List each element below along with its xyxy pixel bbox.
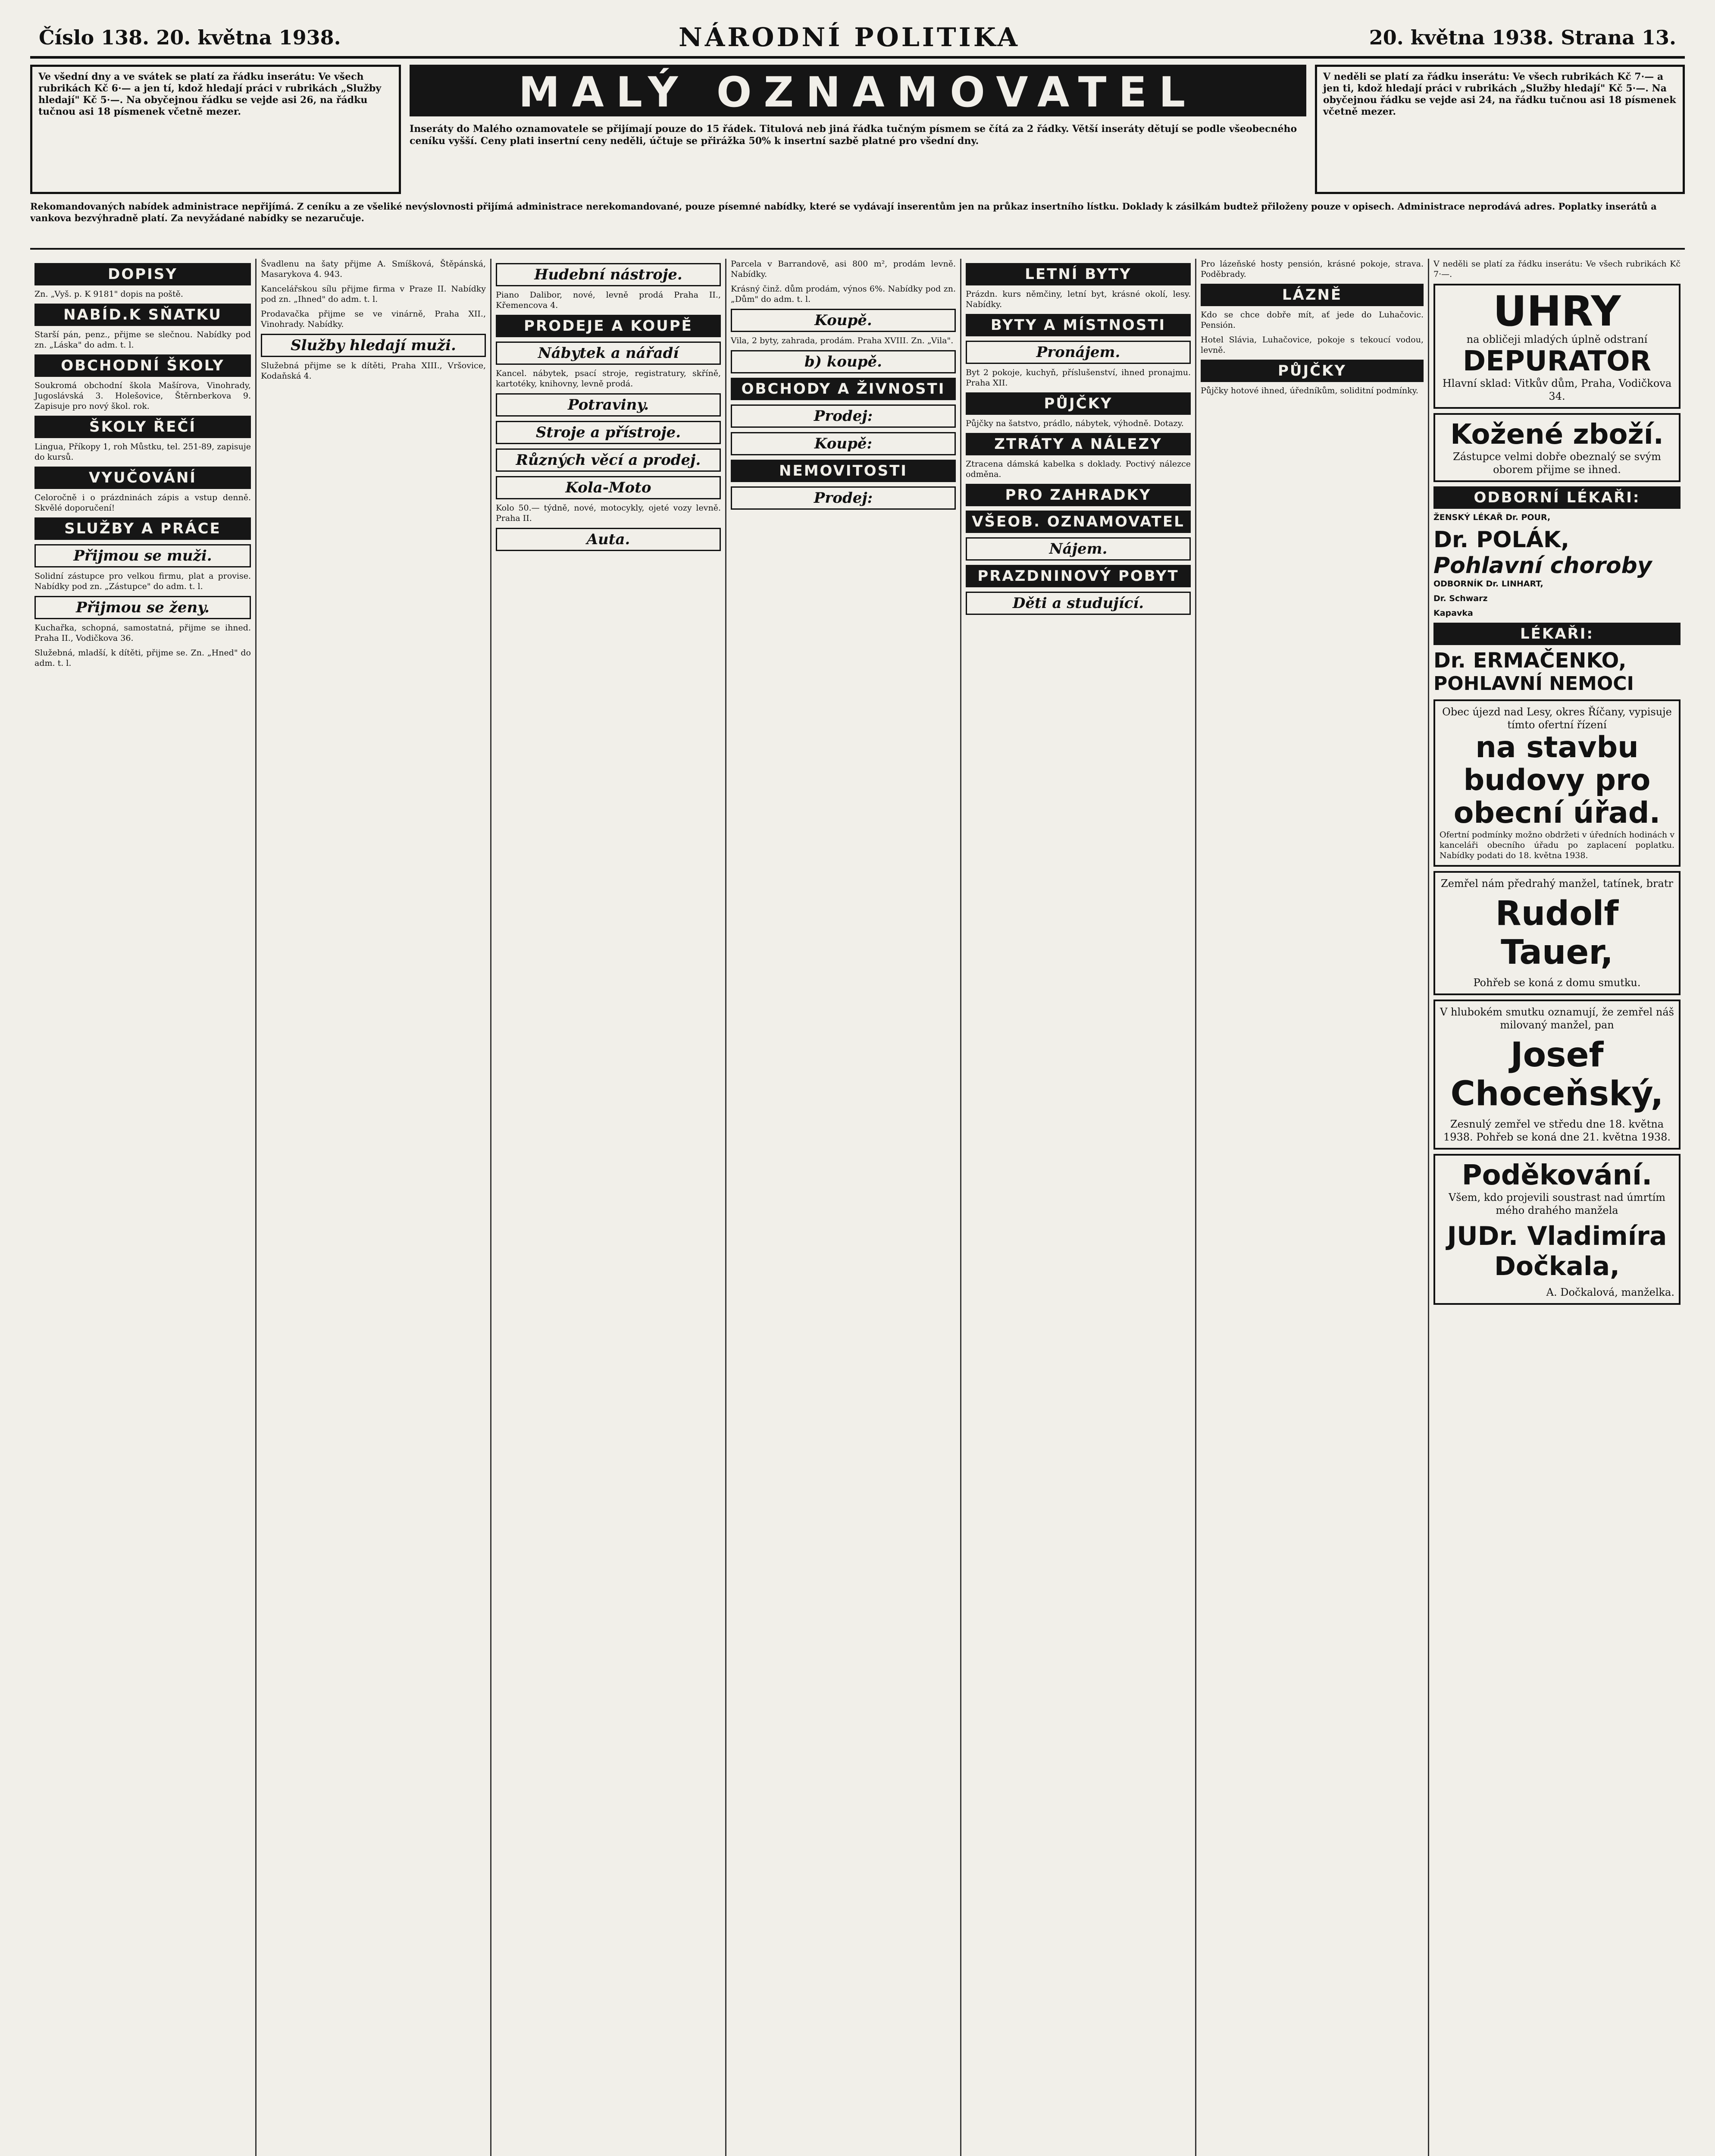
subsection-heading: Prodej:: [731, 486, 956, 510]
tender-title: na stavbu budovy pro obecní úřad.: [1453, 730, 1661, 830]
doctor-name: Dr. POLÁK,: [1433, 527, 1569, 553]
tender-ad: [1433, 699, 1681, 867]
classified-ad: Hotel Slávia, Luhačovice, pokoje s tekoucí vodou, levně.: [1201, 335, 1424, 355]
classified-ad: Služebná přijme se k dítěti, Praha XIII., Vršovice, Kodaňská 4.: [261, 361, 486, 381]
depurator-title: DEPURATOR: [1463, 345, 1651, 377]
page-number: 20. května 1938. Strana 13.: [1369, 26, 1676, 49]
classified-ad: Prázdn. kurs němčiny, letní byt, krásné okolí, lesy. Nabídky.: [966, 289, 1191, 309]
section-heading: LÉKAŘI:: [1433, 623, 1681, 645]
section-heading: PRAZDNINOVÝ POBYT: [966, 565, 1191, 587]
thanks-intro: Všem, kdo projevili soustrast nad úmrtím mého drahého manžela: [1448, 1191, 1666, 1216]
classified-ad: Kancel. nábytek, psací stroje, registratury, skříně, kartotéky, knihovny, levně prodá.: [496, 369, 721, 389]
section-heading: LÁZNĚ: [1201, 284, 1424, 306]
subsection-heading: Přijmou se ženy.: [34, 596, 251, 619]
tender-intro: Obec újezd nad Lesy, okres Říčany, vypisuje tímto ofertní řízení: [1442, 706, 1672, 731]
classified-ad: Byt 2 pokoje, kuchyň, příslušenství, ihned pronajmu. Praha XII.: [966, 368, 1191, 388]
section-heading: PŮJČKY: [966, 392, 1191, 415]
section-heading: OBCHODY A ŽIVNOSTI: [731, 378, 956, 400]
admin-notice: Rekomandovaných nabídek administrace nepřijímá. Z ceníku a ze všeliké nevýslovnosti přijímá administrace nerekomandované, pouze písemné nabídky, které se vydávají inserentům jen na průkaz insertního lístku. Doklady k zásilkám budtež přiloženy pouze v opisech. Administrace neprodává adres. Poplatky inserátů a vankova bezvýhradně platí. Za nevyžádané nabídky se nezaručuje.: [30, 201, 1685, 250]
section-heading: LETNÍ BYTY: [966, 263, 1191, 285]
classified-ad: Švadlenu na šaty přijme A. Smíšková, Štěpánská, Masarykova 4. 943.: [261, 259, 486, 279]
obituary-chocensky: [1433, 1000, 1681, 1150]
classified-ad: Lingua, Příkopy 1, roh Můstku, tel. 251-89, zapisuje do kursů.: [34, 442, 251, 462]
section-heading: ODBORNÍ LÉKAŘI:: [1433, 486, 1681, 509]
disease-title: POHLAVNÍ NEMOCI: [1433, 673, 1634, 695]
classified-ad: Celoročně i o prázdninách zápis a vstup denně. Skvělé doporučení!: [34, 493, 251, 513]
classified-ad: Prodavačka přijme se ve vinárně, Praha XII., Vinohrady. Nabídky.: [261, 309, 486, 329]
classified-ad: Kuchařka, schopná, samostatná, přijme se ihned. Praha II., Vodičkova 36.: [34, 623, 251, 643]
classified-ad: Kdo se chce dobře mít, ať jede do Luhačovic. Pensión.: [1201, 310, 1424, 330]
banner-title: MALÝ OZNAMOVATEL: [518, 68, 1198, 116]
subsection-heading: Nájem.: [966, 537, 1191, 561]
classified-ad: Kolo 50.— týdně, nové, motocykly, ojeté vozy levně. Praha II.: [496, 503, 721, 523]
subsection-heading: Potraviny.: [496, 393, 721, 417]
doctor-ad: [1433, 579, 1681, 589]
obituary-text: Zesnulý zemřel ve středu dne 18. května 1938. Pohřeb se koná dne 21. května 1938.: [1443, 1118, 1671, 1143]
classified-ad: Soukromá obchodní škola Mašírova, Vinohrady, Jugoslávská 3. Holešovice, Štěrnberkova 9. Zapisuje pro nový škol. rok.: [34, 381, 251, 411]
section-heading: SLUŽBY A PRÁCE: [34, 517, 251, 540]
classified-ad: Vila, 2 byty, zahrada, prodám. Praha XVIII. Zn. „Vila".: [731, 336, 954, 345]
subsection-heading: Koupě:: [731, 432, 956, 455]
classified-ad: Kancelářskou sílu přijme firma v Praze II. Nabídky pod zn. „Ihned" do adm. t. l.: [261, 284, 486, 304]
column-5: [961, 259, 1196, 2156]
doctor-ad: [1433, 512, 1681, 523]
classified-ad: Půjčky hotové ihned, úředníkům, soliditní podmínky.: [1201, 386, 1418, 395]
subsection-heading: Auta.: [496, 528, 721, 551]
classified-ad: V neděli se platí za řádku inserátu: Ve všech rubrikách Kč 7·—.: [1433, 259, 1681, 279]
section-heading: VYUČOVÁNÍ: [34, 467, 251, 489]
subsection-heading: Koupě.: [731, 309, 956, 332]
thanks-title: Poděkování.: [1462, 1159, 1652, 1191]
tender-text: Ofertní podmínky možno obdržeti v úředních hodinách v kanceláři obecního úřadu po zaplacení poplatku. Nabídky podati do 18. května 1938.: [1440, 830, 1674, 860]
disease-title: Pohlavní choroby: [1433, 553, 1652, 579]
rates-weekday-box: Ve všední dny a ve svátek se platí za řádku inserátu: Ve všech rubrikách Kč 6·— a jen tí, kdož hledají práci v rubrikách „Služby hledají" Kč 5·—. Na obyčejnou řádku se vejde asi 26, na řádku tučnou asi 18 písmenek včetně mezer.: [30, 65, 401, 194]
classified-ad: Zn. „Vyš. p. K 9181" dopis na poště.: [34, 289, 183, 299]
classified-ad: Ztracena dámská kabelka s doklady. Poctivý nálezce odměna.: [966, 459, 1191, 479]
kozene-title: Kožené zboží.: [1450, 419, 1664, 451]
column-4: [726, 259, 961, 2156]
section-heading: OBCHODNÍ ŠKOLY: [34, 354, 251, 377]
doctor-name: Kapavka: [1433, 608, 1473, 618]
classified-ad: Služebná, mladší, k dítěti, přijme se. Zn. „Hned" do adm. t. l.: [34, 648, 251, 668]
obituary-text: Pohřeb se koná z domu smutku.: [1473, 977, 1641, 989]
classified-ad: Pro lázeňské hosty pensión, krásné pokoje, strava. Poděbrady.: [1201, 259, 1424, 279]
uhry-subtitle: na obličeji mladých úplně odstraní: [1466, 333, 1648, 345]
section-heading: BYTY A MÍSTNOSTI: [966, 314, 1191, 336]
subsection-heading: Přijmou se muži.: [34, 544, 251, 567]
classified-ad: Krásný činž. dům prodám, výnos 6%. Nabídky pod zn. „Dům" do adm. t. l.: [731, 284, 956, 304]
kozene-zbozi-ad: [1433, 413, 1681, 482]
subsection-heading: Kola-Moto: [496, 476, 721, 499]
issue-date: Číslo 138. 20. května 1938.: [39, 26, 341, 49]
classified-ad: Solidní zástupce pro velkou firmu, plat a provise. Nabídky pod zn. „Zástupce" do adm. t. l.: [34, 571, 251, 591]
running-head: [30, 17, 1685, 59]
subsection-heading: b) koupě.: [731, 350, 956, 373]
column-2: [257, 259, 491, 2156]
subsection-heading: Nábytek a nářadí: [496, 342, 721, 365]
section-heading: VŠEOB. OZNAMOVATEL: [966, 511, 1191, 533]
thanks-name: JUDr. Vladimíra Dočkala,: [1447, 1221, 1667, 1282]
doctor-ad: [1433, 593, 1681, 604]
subsection-heading: Prodej:: [731, 404, 956, 428]
newspaper-page: [30, 17, 1685, 2156]
section-heading: PRO ZAHRADKY: [966, 484, 1191, 506]
kozene-subtitle: Zástupce velmi dobře obeznalý se svým oborem přijme se ihned.: [1453, 451, 1661, 476]
section-heading: PŮJČKY: [1201, 360, 1424, 382]
doctor-name: ODBORNÍK Dr. LINHART,: [1433, 579, 1543, 589]
section-heading: ZTRÁTY A NÁLEZY: [966, 433, 1191, 455]
section-heading: DOPISY: [34, 263, 251, 285]
rates-text: Inseráty do Malého oznamovatele se přijímají pouze do 15 řádek. Titulová neb jiná řádka tučným písmem se čítá za 2 řádky. Větší inseráty dětují se podle všeobecného ceníku vyšší. Ceny plati insertní ceny neděli, účtuje se přirážka 50% k insertní sazbě platné pro všední dny.: [410, 123, 1297, 147]
subsection-heading: Pronájem.: [966, 341, 1191, 364]
obituary-intro: Zemřel nám předrahý manžel, tatínek, bratr: [1441, 877, 1673, 890]
subsection-heading: Stroje a přístroje.: [496, 421, 721, 444]
classified-ad: Parcela v Barrandově, asi 800 m², prodám levně. Nabídky.: [731, 259, 956, 279]
uhry-title: UHRY: [1493, 287, 1621, 335]
masthead: NÁRODNÍ POLITIKA: [679, 22, 1020, 53]
obituary-name: Rudolf Tauer,: [1495, 894, 1619, 972]
section-heading: NABÍD.K SŇATKU: [34, 304, 251, 326]
uhry-ad: [1433, 284, 1681, 409]
column-6: [1196, 259, 1429, 2156]
obituary-intro: V hlubokém smutku oznamují, že zemřel náš milovaný manžel, pan: [1440, 1006, 1674, 1031]
subsection-heading: Děti a studující.: [966, 592, 1191, 615]
rates-sunday-box: V neděli se platí za řádku inserátu: Ve všech rubrikách Kč 7·— a jen ti, kdož hledají práci v rubrikách „Služby hledají" Kč 5·—. Na obyčejnou řádku se vejde asi 24, na řádku tučnou asi 18 písmenek včetně mezer.: [1315, 65, 1685, 194]
obituary-tauer: [1433, 871, 1681, 995]
section-heading: PRODEJE A KOUPĚ: [496, 315, 721, 337]
doctor-ad: [1433, 608, 1681, 618]
doctor-name: Dr. ERMAČENKO,: [1433, 649, 1627, 673]
subsection-heading: Služby hledají muži.: [261, 334, 486, 357]
thanks-signature: A. Dočkalová, manželka.: [1546, 1286, 1674, 1298]
section-banner: [410, 65, 1306, 116]
uhry-footer: Hlavní sklad: Vitkův dům, Praha, Vodičkova 34.: [1442, 377, 1672, 402]
column-7: [1429, 259, 1685, 2156]
doctor-name: ŽENSKÝ LÉKAŘ Dr. POUR,: [1433, 513, 1551, 522]
doctor-name: Dr. Schwarz: [1433, 594, 1488, 603]
thanks-ad: [1433, 1154, 1681, 1305]
classified-ad: Starší pán, penz., přijme se slečnou. Nabídky pod zn. „Láska" do adm. t. l.: [34, 330, 251, 350]
classified-ad: Půjčky na šatstvo, prádlo, nábytek, výhodně. Dotazy.: [966, 419, 1184, 428]
section-heading: ŠKOLY ŘEČÍ: [34, 416, 251, 438]
section-heading: NEMOVITOSTI: [731, 460, 956, 482]
classified-ad: Piano Dalibor, nové, levně prodá Praha II., Křemencova 4.: [496, 290, 721, 310]
subsection-heading: Hudební nástroje.: [496, 263, 721, 286]
column-1: [30, 259, 257, 2156]
subsection-heading: Různých věcí a prodej.: [496, 448, 721, 472]
obituary-name: Josef Choceňský,: [1450, 1036, 1664, 1113]
column-3: [491, 259, 726, 2156]
